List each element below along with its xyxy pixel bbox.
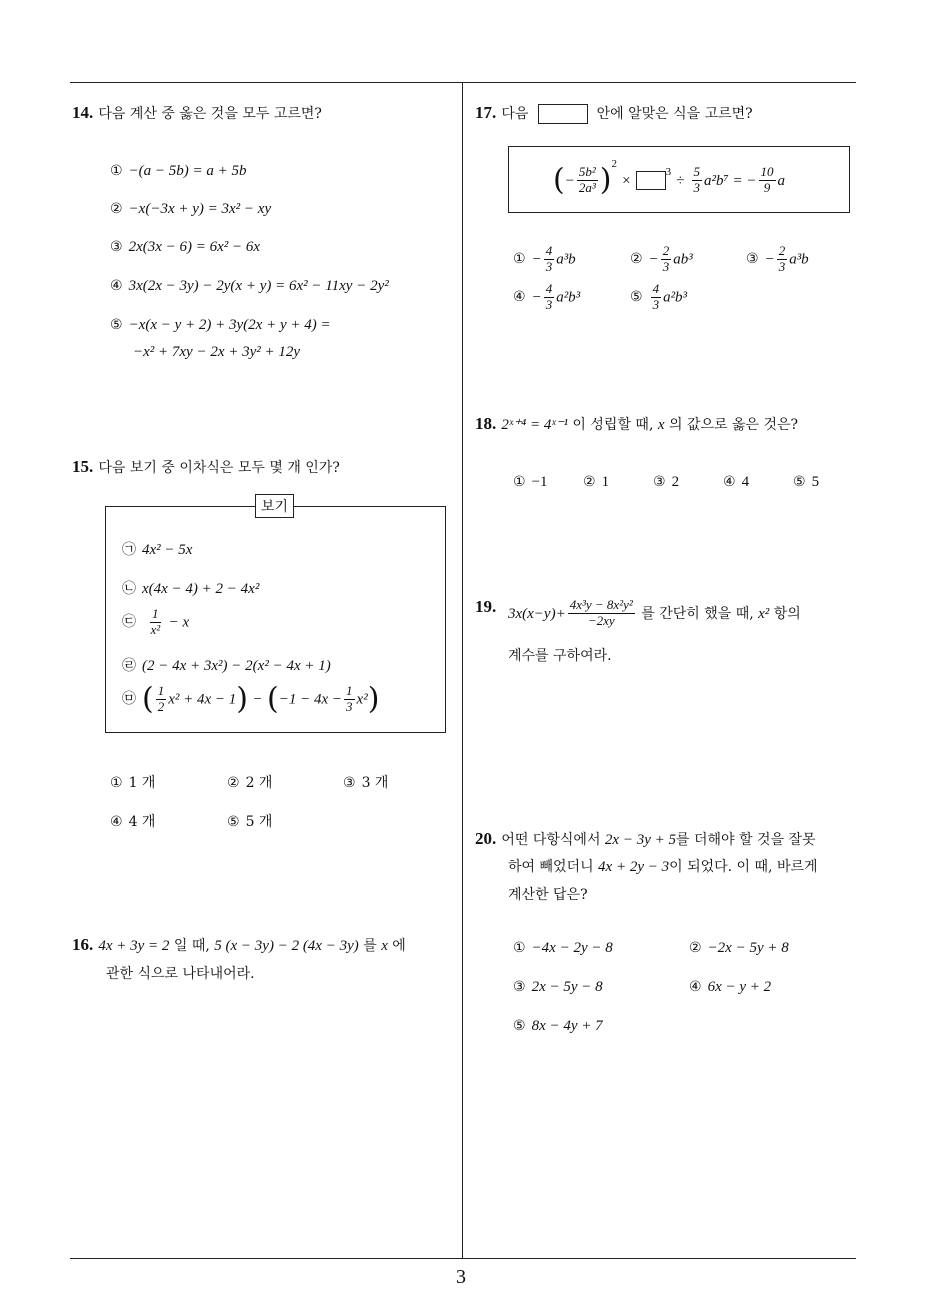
choice-1[interactable]: ① −4x − 2y − 8 (513, 940, 613, 956)
question-20-line3: 계산한 답은? (508, 887, 588, 903)
choice-5[interactable]: ⑤ 5 개 (227, 814, 273, 830)
question-20: 20. 어떤 다항식에서 2x − 3y + 5를 더해야 할 것을 잘못 (475, 829, 816, 848)
question-16: 16. 4x + 3y = 2 일 때, 5 (x − 3y) − 2 (4x − 3y) 를 x 에 (72, 935, 406, 954)
choice-2[interactable]: ② −2x − 5y + 8 (689, 940, 789, 956)
choice-4[interactable]: ④ 4 (723, 474, 750, 490)
example-item-5: ㉤ ( $\frac{1}{2}$ x² + 4x − 1) − (−1 − 4x − $\frac{1}{3}$ x²) (122, 681, 380, 717)
column-divider (462, 82, 463, 1258)
question-number: 16. (72, 935, 94, 954)
question-18: 18. 2ˣ⁺⁴ = 4ˣ⁻¹ 이 성립할 때, x 의 값으로 옳은 것은? (475, 414, 799, 433)
example-item-1: ㉠ 4x² − 5x (122, 542, 193, 558)
choice-3[interactable]: ③ 2x − 5y − 8 (513, 979, 603, 995)
choice-2[interactable]: ② 1 (583, 474, 610, 490)
question-19: 3x(x−y)+ $\frac{\text{4x³y − 8x²y²}}{-2xy}$ 를 간단히 했을 때, x² 항의 (508, 597, 801, 628)
example-item-2: ㉡ x(4x − 4) + 2 − 4x² (122, 581, 260, 597)
choice-2[interactable]: ② − $\frac{2}{3}$ ab³ (630, 243, 693, 274)
question-number: 20. (475, 829, 497, 848)
example-box-label: 보기 (255, 494, 294, 518)
example-item-4: ㉣ (2 − 4x + 3x²) − 2(x² − 4x + 1) (122, 658, 331, 674)
question-stem: 다음 보기 중 이차식은 모두 몇 개 인가? (98, 460, 340, 476)
question-17: 17. 다음 안에 알맞은 식을 고르면? (475, 103, 753, 122)
question-number: 14. (72, 103, 94, 122)
choice-4[interactable]: ④ 6x − y + 2 (689, 979, 772, 995)
choice-4[interactable]: ④ 3x(2x − 3y) − 2y(x + y) = 6x² − 11xy − 2y² (110, 278, 389, 294)
question-15 (72, 457, 340, 477)
choice-5[interactable]: ⑤ 5 (793, 474, 820, 490)
choice-1[interactable]: ① 1 개 (110, 775, 156, 791)
equation-blank (636, 171, 666, 190)
choice-3[interactable]: ③ 2 (653, 474, 680, 490)
question-19-line2: 계수를 구하여라. (508, 648, 612, 664)
top-rule (70, 82, 856, 83)
question-20-line2: 하여 빼었더니 4x + 2y − 3이 되었다. 이 때, 바르게 (508, 859, 818, 875)
choice-2[interactable]: ② −x(−3x + y) = 3x² − xy (110, 201, 272, 217)
question-number: 17. (475, 103, 497, 122)
choice-3[interactable]: ③ 2x(3x − 6) = 6x² − 6x (110, 239, 261, 255)
question-14 (72, 103, 322, 123)
page-number: 3 (456, 1266, 466, 1288)
question-number: 15. (72, 457, 94, 476)
question-stem: 다음 계산 중 옳은 것을 모두 고르면? (98, 106, 322, 122)
answer-blank (538, 104, 588, 124)
choice-4[interactable]: ④ − $\frac{4}{3}$ a²b³ (513, 281, 581, 312)
choice-4[interactable]: ④ 4 개 (110, 814, 156, 830)
choice-1[interactable]: ① −1 (513, 474, 548, 490)
choice-1[interactable]: ① − $\frac{4}{3}$ a³b (513, 243, 576, 274)
question-number: 18. (475, 414, 497, 433)
choice-2[interactable]: ② 2 개 (227, 775, 273, 791)
choice-5[interactable]: ⑤ 8x − 4y + 7 (513, 1018, 603, 1034)
choice-5[interactable]: ⑤ $\frac{4}{3}$ a²b³ (630, 281, 688, 312)
fraction: $\frac{\text{4x³y − 8x²y²}}{-2xy}$ (569, 597, 633, 628)
bottom-rule (70, 1258, 856, 1259)
equation: (− $\frac{\text{5b²}}{\text{2a³}}$ )$^2$ × $^3$ ÷ $\frac{5}{3}$ a²b⁷ = − $\frac{10}{9}$ a (553, 158, 786, 198)
question-number: 19. (475, 597, 497, 616)
choice-3[interactable]: ③ 3 개 (343, 775, 389, 791)
choice-5[interactable]: ⑤ −x(x − y + 2) + 3y(2x + y + 4) = (110, 317, 331, 333)
choice-1[interactable]: ① −(a − 5b) = a + 5b (110, 163, 247, 179)
choice-3[interactable]: ③ − $\frac{2}{3}$ a³b (746, 243, 809, 274)
choice-5-continued: −x² + 7xy − 2x + 3y² + 12y (133, 344, 301, 360)
example-item-3: ㉢ $\frac{1}{\text{x²}}$ − x (122, 606, 190, 637)
question-16-line2: 관한 식으로 나타내어라. (106, 966, 255, 982)
fraction: $\frac{1}{\text{x²}}$ (150, 606, 161, 637)
